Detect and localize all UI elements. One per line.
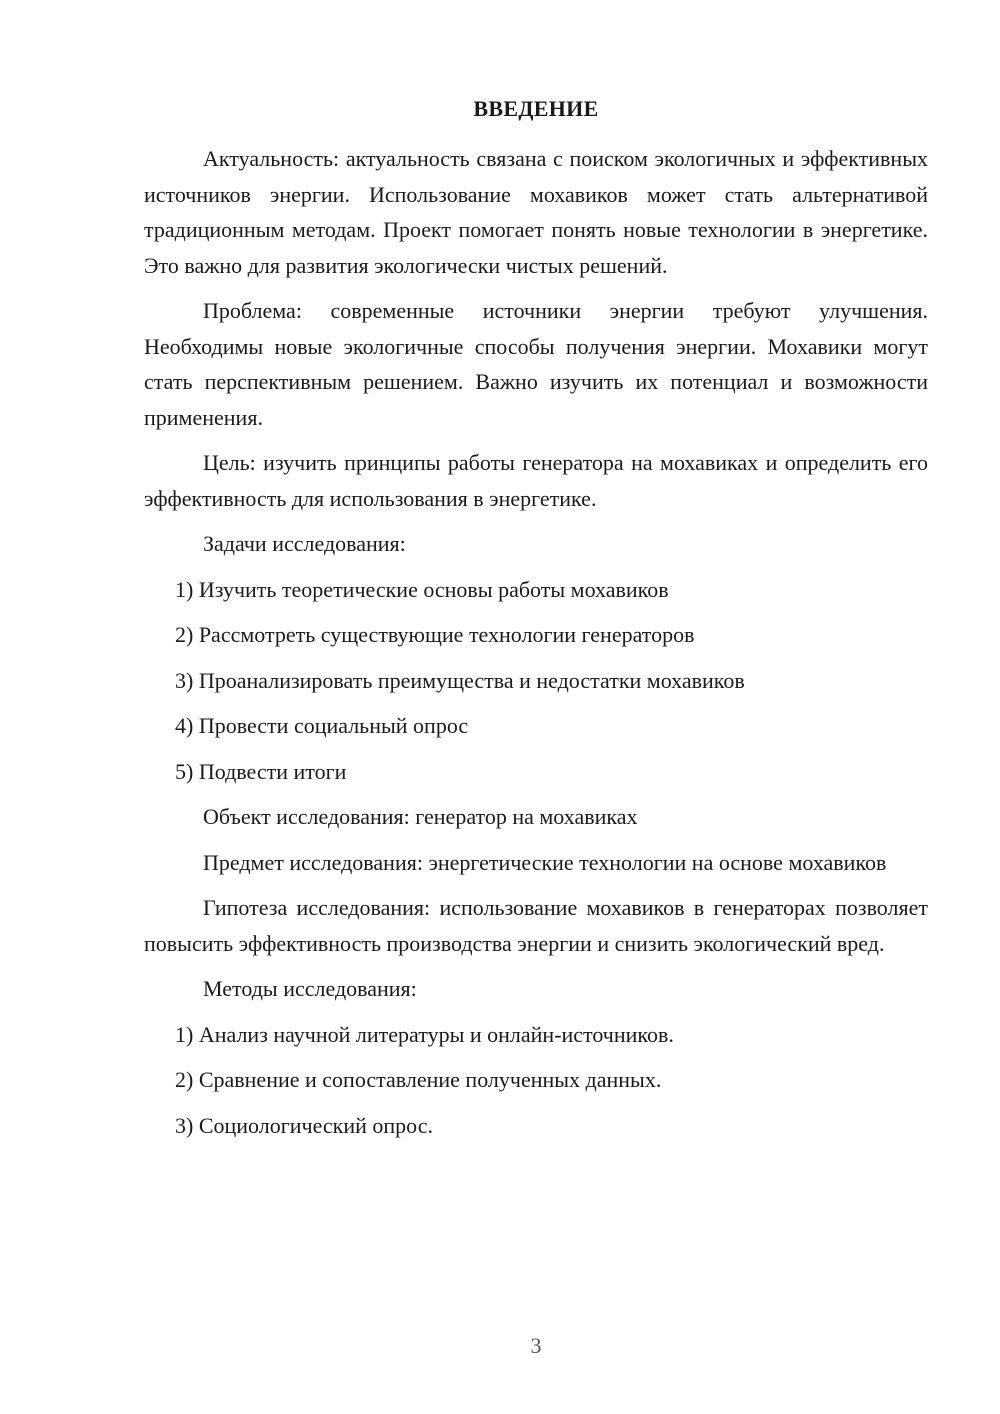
relevance-paragraph: Актуальность: актуальность связана с поиском экологичных и эффективных источников энергии. Использование мохавиков может стать альтернативой традиционным методам. Проект помогает понять новые технологии в энергетике. Это важно для развития экологически чистых решений. xyxy=(144,146,928,278)
task-item: 4) Провести социальный опрос xyxy=(175,713,469,738)
hypothesis-paragraph: Гипотеза исследования: использование мохавиков в генераторах позволяет повысить эффективность производства энергии и снизить экологический вред. xyxy=(144,895,928,956)
page-title: ВВЕДЕНИЕ xyxy=(473,96,599,121)
goal-paragraph: Цель: изучить принципы работы генератора на мохавиках и определить его эффективность для использования в энергетике. xyxy=(144,450,928,511)
task-item: 5) Подвести итоги xyxy=(175,758,347,784)
tasks-heading: Задачи исследования: xyxy=(203,531,406,556)
page-number: 3 xyxy=(530,1333,542,1358)
subject-paragraph: Предмет исследования: энергетические технологии на основе мохавиков xyxy=(203,849,887,875)
task-item: 3) Проанализировать преимущества и недостатки мохавиков xyxy=(175,667,745,693)
methods-heading: Методы исследования: xyxy=(203,976,417,1001)
method-item: 2) Сравнение и сопоставление полученных данных. xyxy=(175,1067,662,1092)
task-item: 2) Рассмотреть существующие технологии генераторов xyxy=(175,622,695,647)
object-paragraph: Объект исследования: генератор на мохавиках xyxy=(203,804,638,829)
method-item: 1) Анализ научной литературы и онлайн-источников. xyxy=(175,1021,674,1047)
problem-paragraph: Проблема: современные источники энергии требуют улучшения. Необходимы новые экологичные способы получения энергии. Мохавики могут стать перспективным решением. Важно изучить их потенциал и возможности применения. xyxy=(144,298,928,430)
method-item: 3) Социологический опрос. xyxy=(175,1112,433,1138)
task-item: 1) Изучить теоретические основы работы мохавиков xyxy=(175,576,669,602)
document-body xyxy=(144,141,928,1153)
